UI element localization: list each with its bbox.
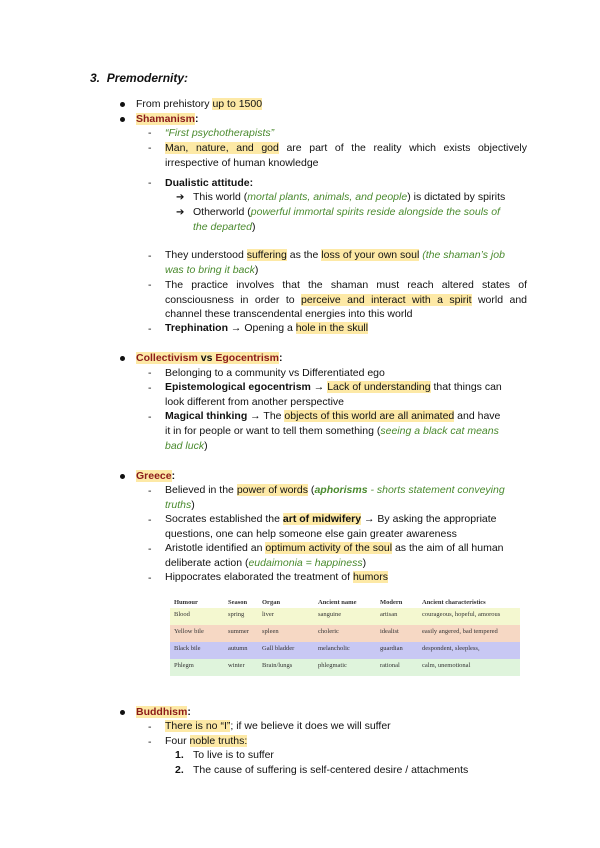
magical-line: Magical thinking → The objects of this world are all animated and have (165, 410, 501, 422)
epistemological-line-2: look different from another perspective (165, 396, 344, 408)
table-header: Modern (380, 599, 403, 606)
dash-marker: - (148, 572, 152, 584)
dash-marker: - (148, 543, 152, 555)
table-header-row (170, 596, 520, 608)
table-cell: artisan (380, 611, 398, 618)
table-cell: calm, unemotional (422, 662, 471, 669)
practice-paragraph: The practice involves that the shaman must reach altered states of consciousness in order to perceive and interact with a spirit world and channel these transcendental energies into this world (165, 279, 528, 320)
arrow-right-icon: ➔ (176, 192, 185, 203)
table-cell: autumn (228, 645, 248, 652)
bullet-icon (120, 356, 125, 361)
dash-marker: - (148, 411, 152, 423)
trephination-line: Trephination → Opening a hole in the skull (165, 322, 369, 334)
suffering-line: They understood suffering as the loss of your own soul (the shaman’s job (165, 249, 505, 261)
table-cell: melancholic (318, 645, 350, 652)
epistemological-line: Epistemological egocentrism → Lack of understanding that things can (165, 381, 502, 393)
collectivism-heading: Collectivism vs Egocentrism: (136, 352, 283, 364)
table-cell: easily angered, bad tempered (422, 628, 498, 635)
table-cell: winter (228, 662, 245, 669)
table-cell: Brain/lungs (262, 662, 293, 669)
section-heading: 3. Premodernity: (90, 71, 189, 85)
magical-line-2: it in for people or want to tell them something (seeing a black cat means (165, 425, 499, 437)
table-cell: spleen (262, 628, 279, 635)
table-row (170, 608, 520, 625)
table-cell: Yellow bile (174, 628, 204, 635)
table-cell: choleric (318, 628, 339, 635)
words-line: Believed in the power of words (aphorisms - shorts statement conveying (165, 484, 505, 496)
table-header: Season (228, 599, 248, 606)
bullet-icon (120, 710, 125, 715)
no-i-line: There is no “I”; if we believe it does we will suffer (165, 720, 391, 732)
dash-marker: - (148, 382, 152, 394)
dash-marker: - (148, 736, 152, 748)
words-line-2: truths) (165, 499, 195, 511)
table-header: Organ (262, 599, 281, 606)
otherworld-line-2: the departed) (193, 221, 256, 233)
table-cell: courageous, hopeful, amorous (422, 611, 501, 618)
table-cell: Gall bladder (262, 645, 295, 652)
table-cell: rational (380, 662, 400, 669)
truth-number: 1. (175, 749, 184, 761)
dash-marker: - (148, 485, 152, 497)
greece-heading: Greece: (136, 470, 176, 482)
truth-text: To live is to suffer (193, 749, 274, 761)
bullet-icon (120, 117, 125, 122)
aristotle-line: Aristotle identified an optimum activity of the soul as the aim of all human (165, 542, 504, 554)
magical-line-3: bad luck) (165, 440, 208, 452)
dash-marker: - (148, 250, 152, 262)
table-cell: Blood (174, 611, 190, 618)
table-row (170, 659, 520, 676)
socrates-line-2: questions, one can help someone else gain greater awareness (165, 528, 457, 540)
table-header: Ancient characteristics (422, 599, 486, 606)
truth-text: The cause of suffering is self-centered desire / attachments (193, 764, 469, 776)
table-cell: guardian (380, 645, 403, 652)
dash-marker: - (148, 721, 152, 733)
table-cell: despondent, sleepless, (422, 645, 480, 652)
dash-marker: - (148, 127, 152, 139)
first-psychotherapists: “First psychotherapists” (165, 127, 275, 139)
prehistory-line: From prehistory up to 1500 (136, 98, 263, 110)
this-world-line: This world (mortal plants, animals, and people) is dictated by spirits (193, 191, 506, 203)
table-cell: summer (228, 628, 249, 635)
bullet-icon (120, 474, 125, 479)
belonging-line: Belonging to a community vs Differentiated ego (165, 367, 385, 379)
table-cell: Phlegm (174, 662, 194, 669)
dash-marker: - (148, 367, 152, 379)
dash-marker: - (148, 177, 152, 189)
table-row (170, 625, 520, 642)
otherworld-line: Otherworld (powerful immortal spirits reside alongside the souls of (193, 206, 500, 218)
table-header: Humour (174, 599, 198, 606)
dash-marker: - (148, 279, 152, 291)
suffering-line-2: was to bring it back) (165, 264, 259, 276)
reality-paragraph: Man, nature, and god are part of the reality which exists objectively irrespective of human knowledge (165, 142, 527, 169)
dash-marker: - (148, 142, 152, 154)
hippocrates-line: Hippocrates elaborated the treatment of humors (165, 571, 388, 583)
table-row (170, 642, 520, 659)
humour-table (170, 596, 520, 676)
buddhism-heading: Buddhism: (136, 706, 191, 718)
table-cell: spring (228, 611, 245, 618)
arrow-right-icon: ➔ (176, 207, 185, 218)
table-cell: liver (262, 611, 274, 618)
truth-number: 2. (175, 764, 184, 776)
dash-marker: - (148, 514, 152, 526)
socrates-line: Socrates established the art of midwifery → By asking the appropriate (165, 513, 497, 525)
table-cell: Black bile (174, 645, 201, 652)
dualistic-label: Dualistic attitude: (165, 177, 254, 189)
table-cell: phlegmatic (318, 662, 347, 669)
dash-marker: - (148, 323, 152, 335)
table-cell: idealist (380, 628, 399, 635)
bullet-icon (120, 102, 125, 107)
aristotle-line-2: deliberate action (eudaimonia = happiness) (165, 557, 367, 569)
shamanism-heading: Shamanism: (136, 113, 199, 125)
table-cell: sanguine (318, 611, 342, 618)
noble-truths-line: Four noble truths: (165, 735, 248, 747)
table-header: Ancient name (318, 599, 357, 606)
